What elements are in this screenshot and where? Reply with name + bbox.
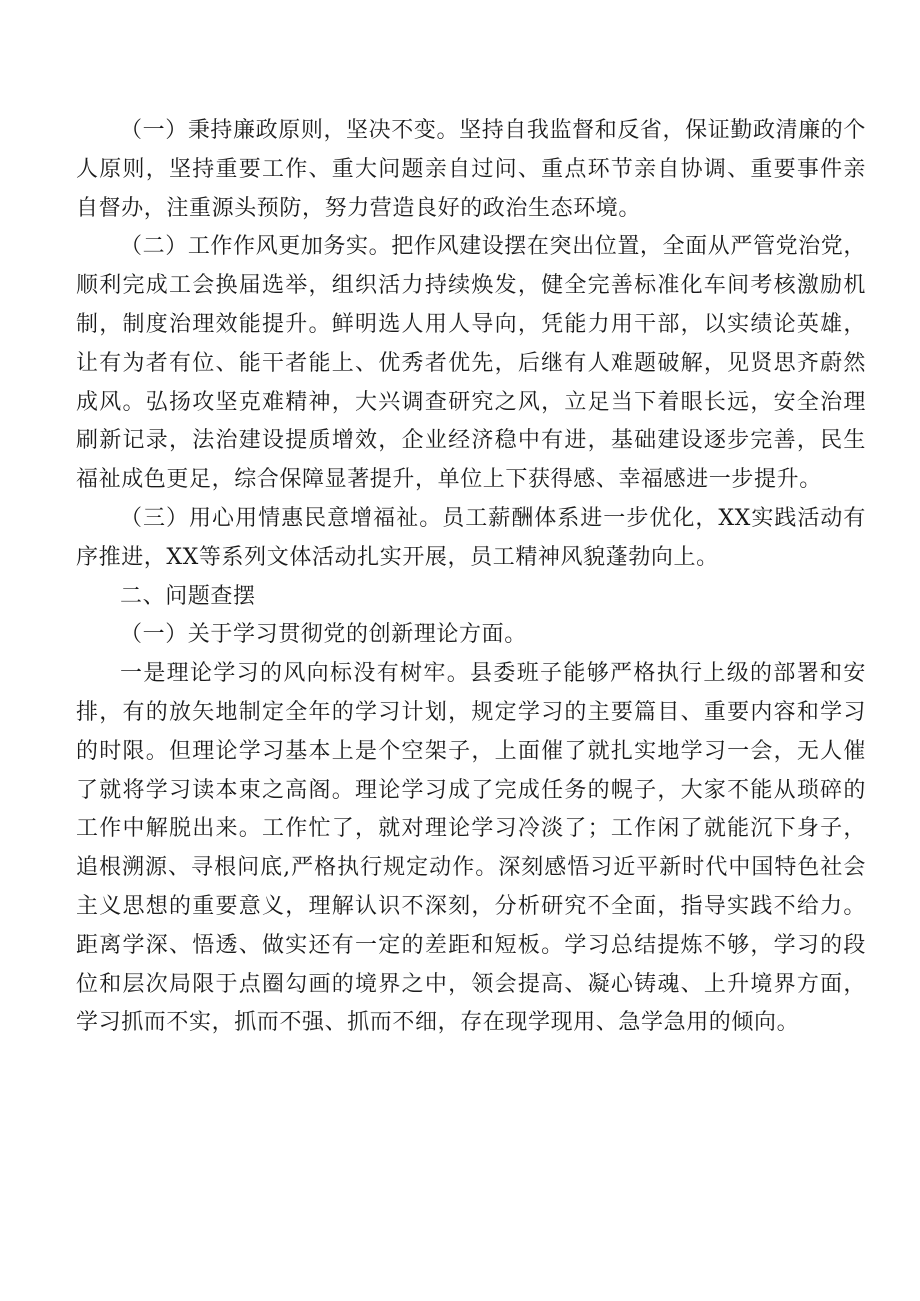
paragraph-welfare: （三）用心用情惠民意增福祉。员工薪酬体系进一步优化，XX实践活动有序推进，XX等系列文体活动扎实开展，员工精神风貌蓬勃向上。 bbox=[76, 505, 866, 570]
paragraph-work-style: （二）工作作风更加务实。把作风建设摆在突出位置，全面从严管党治党，顺利完成工会换届选举，组织活力持续焕发，健全完善标准化车间考核激励机制，制度治理效能提升。鲜明选人用人导向，凭能力用干部，以实绩论英雄，让有为者有位、能干者能上、优秀者优先，后继有人难题破解，见贤思齐蔚然成风。弘扬攻坚克难精神，大兴调查研究之风，立足当下着眼长远，安全治理刷新记录，法治建设提质增效，企业经济稳中有进，基础建设逐步完善，民生福祉成色更足，综合保障显著提升，单位上下获得感、幸福感进一步提升。 bbox=[76, 234, 866, 493]
paragraph-integrity: （一）秉持廉政原则，坚决不变。坚持自我监督和反省，保证勤政清廉的个人原则，坚持重要工作、重大问题亲自过问、重点环节亲自协调、重要事件亲自督办，注重源头预防，努力营造良好的政治生态环境。 bbox=[76, 118, 866, 221]
document-page bbox=[76, 112, 866, 1043]
paragraph-theory-study: 一是理论学习的风向标没有树牢。县委班子能够严格执行上级的部署和安排，有的放矢地制定全年的学习计划，规定学习的主要篇目、重要内容和学习的时限。但理论学习基本上是个空架子，上面催了就扎实地学习一会，无人催了就将学习读本束之高阁。理论学习成了完成任务的幌子，大家不能从琐碎的工作中解脱出来。工作忙了，就对理论学习冷淡了；工作闲了就能沉下身子，追根溯源、寻根问底,严格执行规定动作。深刻感悟习近平新时代中国特色社会主义思想的重要意义，理解认识不深刻，分析研究不全面，指导实践不给力。距离学深、悟透、做实还有一定的差距和短板。学习总结提炼不够，学习的段位和层次局限于点圈勾画的境界之中，领会提高、凝心铸魂、上升境界方面，学习抓而不实，抓而不强、抓而不细，存在现学现用、急学急用的倾向。 bbox=[76, 661, 866, 1036]
sub-heading: （一）关于学习贯彻党的创新理论方面。 bbox=[120, 622, 527, 648]
section-heading: 二、问题查摆 bbox=[120, 583, 256, 609]
